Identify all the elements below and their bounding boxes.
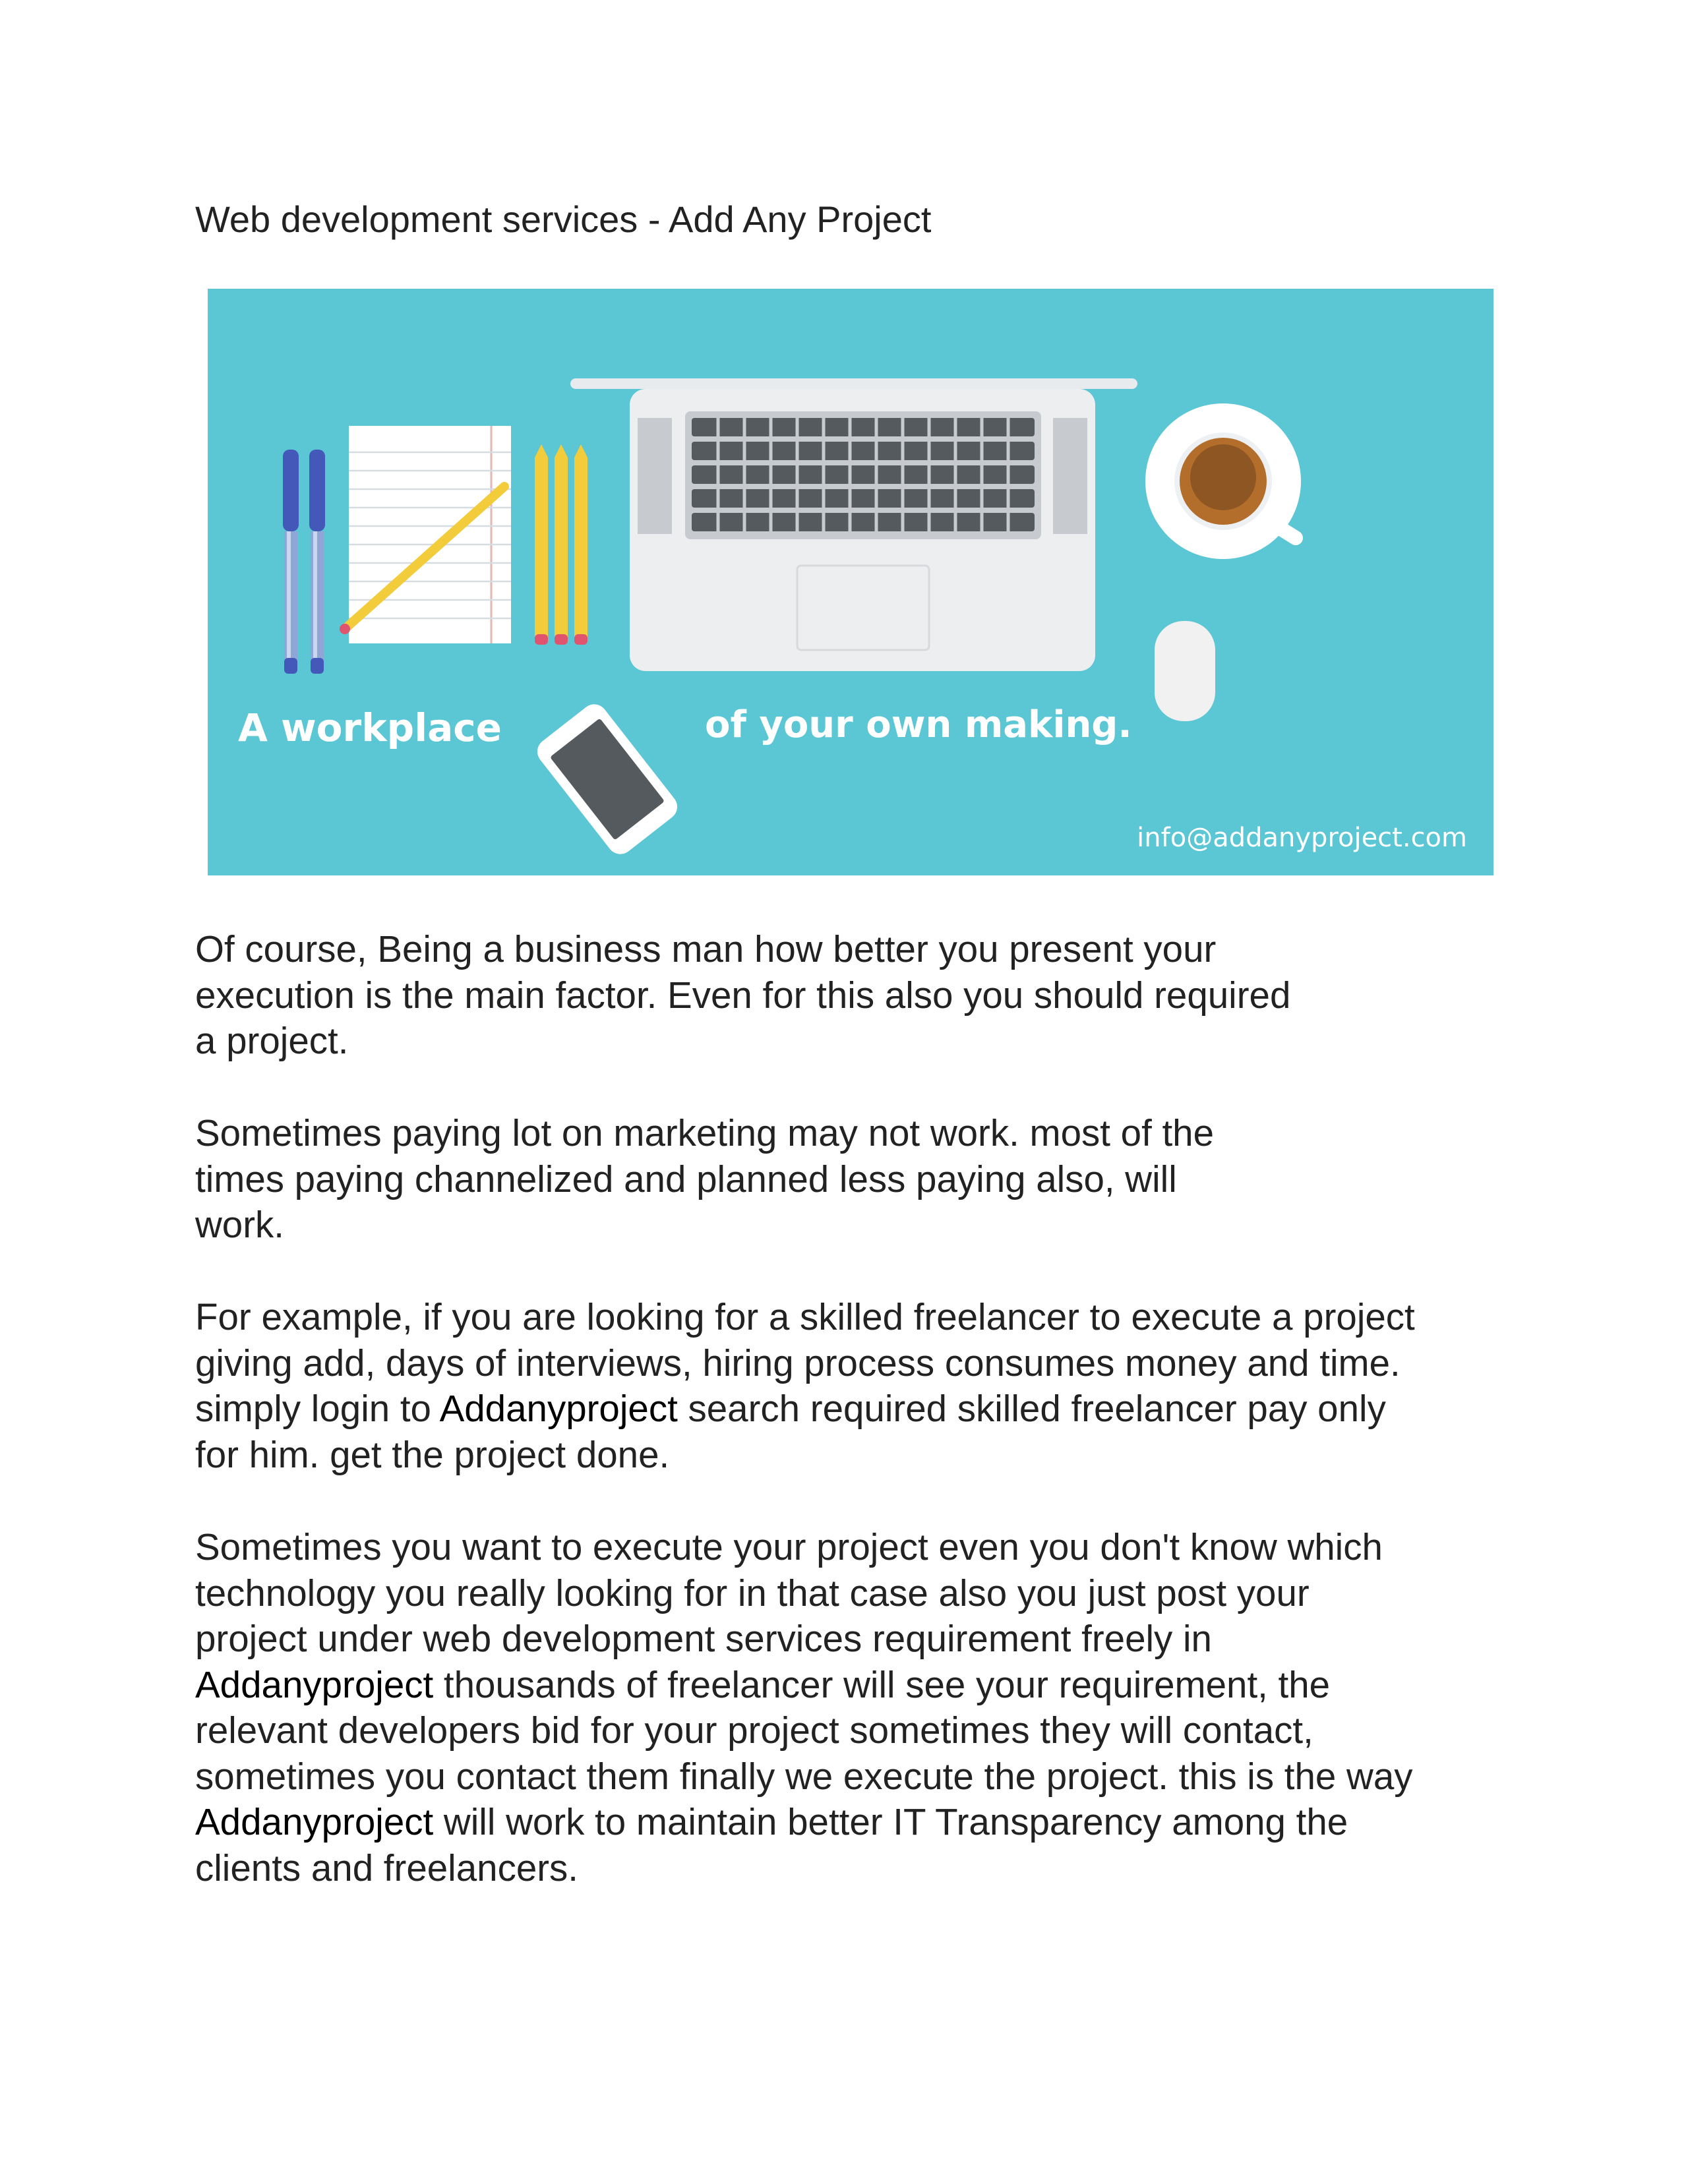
paragraph-line: will work to maintain better IT Transparency among the [433, 1801, 1348, 1843]
paragraph-line: Of course, Being a business man how better you present your [195, 928, 1217, 970]
laptop-icon [570, 378, 1137, 671]
paragraph-line: a project. [195, 1020, 349, 1061]
paragraph-presentation [195, 926, 1290, 1064]
paragraph-line: giving add, days of interviews, hiring process consumes money and time. [195, 1342, 1401, 1384]
document-title: Web development services - Add Any Project [195, 198, 932, 240]
banner-tagline-right: of your own making. [705, 703, 1132, 746]
banner-tagline-left: A workplace [238, 705, 502, 750]
paragraph-line: thousands of freelancer will see your requirement, the [433, 1663, 1331, 1705]
pen-icon [283, 450, 299, 674]
paragraph-line: search required skilled freelancer pay only [677, 1388, 1386, 1429]
paragraph-line: project under web development services requirement freely in [195, 1618, 1212, 1659]
coffee-cup-icon [1145, 403, 1301, 559]
pen-icon [309, 450, 325, 674]
pencil-icon [535, 444, 548, 645]
paragraph-line: execution is the main factor. Even for this also you should required [195, 974, 1291, 1016]
workplace-banner-image [208, 289, 1493, 875]
paragraph-line: work. [195, 1204, 284, 1245]
paragraph-line: clients and freelancers. [195, 1846, 579, 1889]
paragraph-line: Sometimes you want to execute your project even you don't know which [195, 1526, 1383, 1568]
notepad-icon [340, 426, 511, 643]
paragraph-line: sometimes you contact them finally we execute the project. this is the way [195, 1755, 1413, 1797]
paragraph-line: Sometimes paying lot on marketing may not work. most of the [195, 1112, 1215, 1154]
paragraph-line: relevant developers bid for your project sometimes they will contact, [195, 1709, 1313, 1751]
addanyproject-link[interactable]: Addanyproject [195, 1663, 434, 1705]
paragraph-line: for him. get the project done. [195, 1433, 670, 1475]
addanyproject-link[interactable]: Addanyproject [439, 1388, 678, 1429]
paragraph-freelancer-example [195, 1294, 1415, 1477]
paragraph-post-project [195, 1524, 1413, 1891]
paragraph-line: For example, if you are looking for a skilled freelancer to execute a project [195, 1296, 1415, 1338]
pencil-icon [574, 444, 588, 645]
banner-email: info@addanyproject.com [1137, 823, 1467, 853]
mouse-icon [1155, 621, 1215, 721]
addanyproject-link[interactable]: Addanyproject [195, 1801, 434, 1843]
paragraph-line: times paying channelized and planned less paying also, will [195, 1158, 1177, 1200]
paragraph-line: simply login to [195, 1388, 440, 1429]
paragraph-line: technology you really looking for in that case also you just post your [195, 1572, 1310, 1614]
paragraph-marketing [195, 1110, 1214, 1248]
pencil-icon [555, 444, 568, 645]
